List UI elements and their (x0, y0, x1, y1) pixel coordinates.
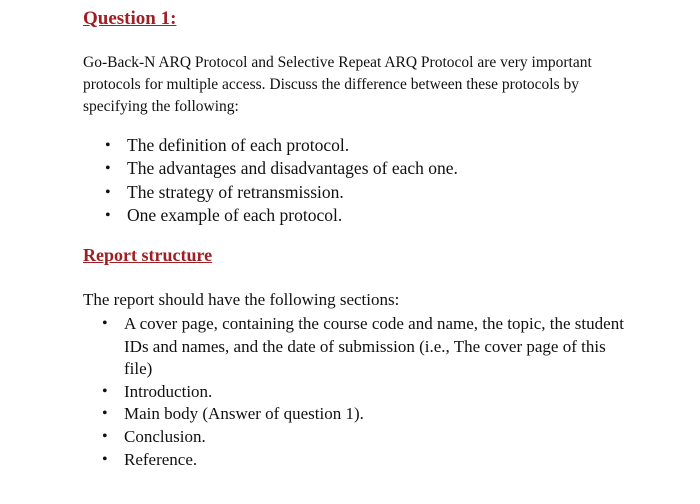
requirement-text: The strategy of retransmission. (127, 181, 344, 202)
requirements-list (105, 134, 647, 227)
list-item (105, 134, 647, 157)
requirement-text: The definition of each protocol. (127, 135, 350, 155)
list-item (102, 381, 634, 404)
report-structure-title: Report structure (83, 245, 213, 265)
bullet-icon: • (105, 183, 111, 201)
question-title: Question 1: (83, 8, 177, 29)
bullet-icon: • (105, 160, 111, 178)
list-item (102, 426, 634, 449)
section-text: Introduction. (124, 381, 213, 401)
bullet-icon: • (102, 315, 108, 332)
bullet-icon: • (105, 206, 111, 224)
list-item (102, 449, 634, 472)
requirement-text: The advantages and disadvantages of each one. (127, 158, 458, 179)
report-lead: The report should have the following sections: (83, 290, 400, 309)
bullet-icon: • (102, 450, 108, 468)
bullet-icon: • (102, 427, 108, 445)
section-text: Main body (Answer of question 1). (124, 404, 364, 424)
list-item (102, 403, 634, 426)
section-text: Reference. (124, 449, 198, 469)
list-item (105, 204, 647, 227)
list-item (102, 313, 634, 381)
list-item (105, 157, 647, 180)
requirement-text: One example of each protocol. (127, 204, 343, 225)
bullet-icon: • (102, 382, 108, 400)
section-text: A cover page, containing the course code and name, the topic, the student IDs and names, and the date of submission (i.e., The cover page of this file) (124, 314, 624, 379)
intro-paragraph: Go-Back-N ARQ Protocol and Selective Repeat ARQ Protocol are very important protocols for multiple access. Discuss the difference between these protocols by specifying the following: (83, 54, 592, 115)
section-text: Conclusion. (124, 426, 206, 446)
list-item (105, 181, 647, 204)
sections-list (102, 313, 634, 471)
bullet-icon: • (102, 405, 108, 423)
bullet-icon: • (105, 137, 111, 154)
